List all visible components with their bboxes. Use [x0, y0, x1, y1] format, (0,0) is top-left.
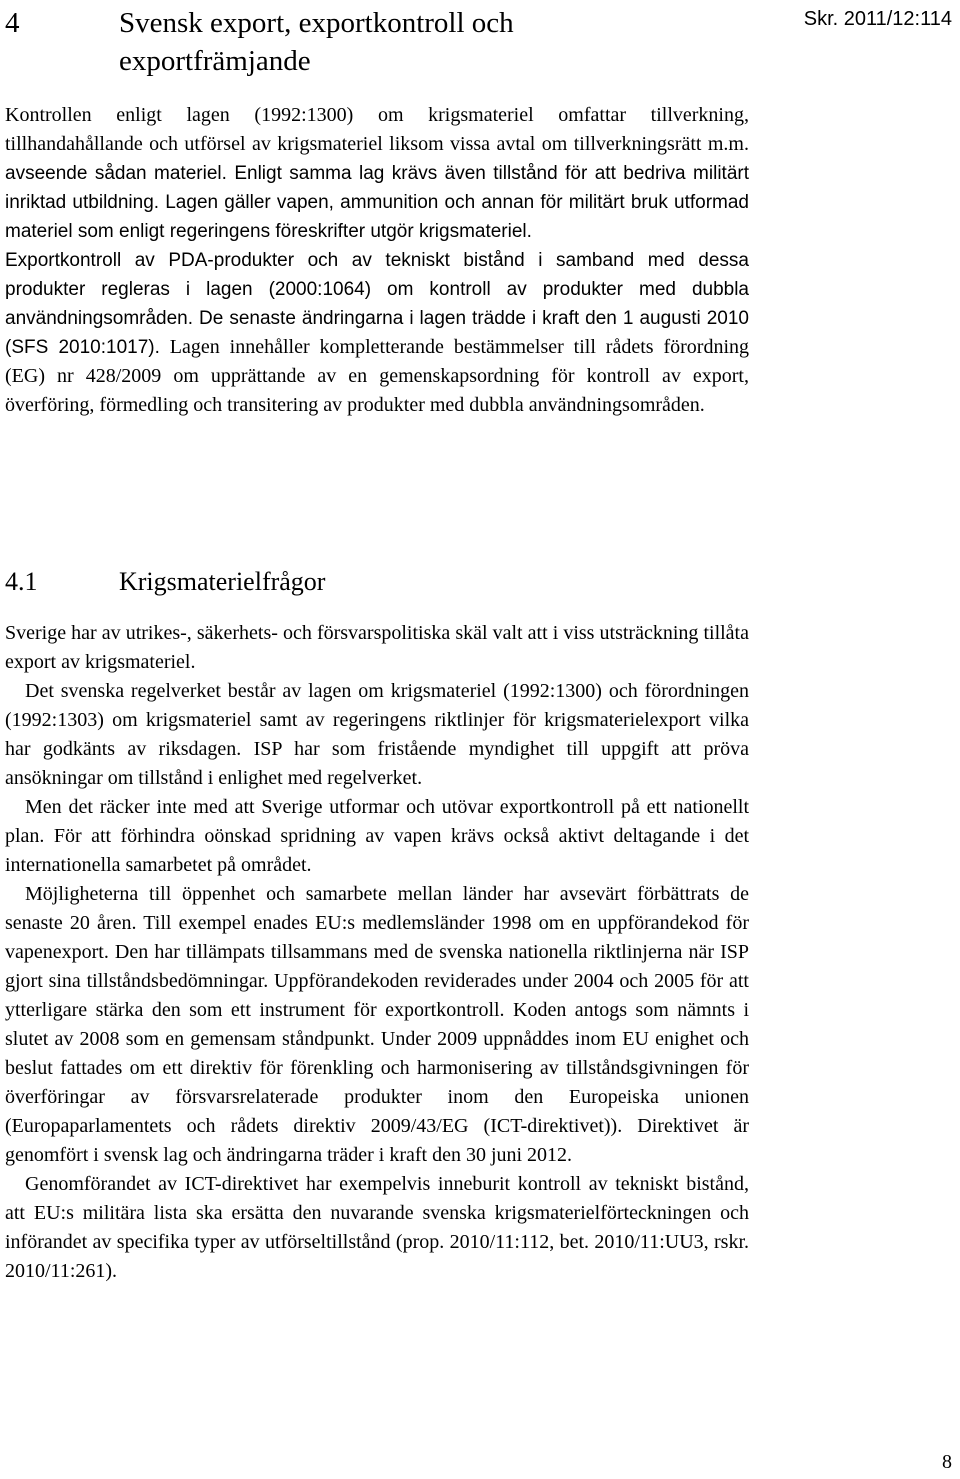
chapter-number: 4 [5, 7, 20, 39]
page-reference: Skr. 2011/12:114 [803, 8, 952, 30]
section-paragraph-3: Men det räcker inte med att Sverige utformar och utövar exportkontroll på ett nationellt plan. För att förhindra oönskad spridning av vapen krävs också aktivt deltagande i det internationella samarbetet på området. [5, 796, 749, 876]
section-paragraph-1: Sverige har av utrikes-, säkerhets- och försvarspolitiska skäl valt att i viss utsträckning tillåta export av krigsmateriel. [5, 622, 749, 673]
section-paragraph-4: Möjligheterna till öppenhet och samarbete mellan länder har avsevärt förbättrats de senaste 20 åren. Till exempel enades EU:s medlemsländer 1998 om en uppförandekod för vapenexport. Den har tillämpats tillsammans med de svenska nationella riktlinjerna när ISP gjort sina tillståndsbedömningar. Uppförandekoden reviderades under 2004 och 2005 för att ytterligare stärka den som ett instrument för exportkontroll. Koden antogs som nämnts i slutet av 2008 som en gemensam ståndpunkt. Under 2009 uppnåddes inom EU enighet och beslut fattades om ett direktiv för förenkling och harmonisering av tillståndsgivningen för överföringar av försvarsrelaterade produkter inom den Europeiska unionen (Europaparlamentets och rådets direktiv 2009/43/EG (ICT-direktivet)). Direktivet är genomfört i svensk lag och ändringarna träder i kraft den 30 juni 2012. [5, 883, 749, 1166]
intro-paragraph-1-sans: avseende sådan materiel. Enligt samma lag krävs även tillstånd för att bedriva militärt inriktad utbildning. Lagen gäller vapen, ammunition och annan för militärt bruk utformad materiel som enligt regeringens föreskrifter utgör krigsmateriel. [5, 163, 749, 242]
intro-paragraph-2-serif: Lagen innehåller kompletterande bestämmelser till rådets förordning (EG) nr 428/2009 om upprättande av en gemenskapsordning för kontroll av export, överföring, förmedling och transitering av produkter med dubbla användningsområden. [5, 336, 749, 416]
intro-text-block [5, 101, 749, 420]
intro-paragraph-2 [5, 246, 749, 420]
section-paragraph-2: Det svenska regelverket består av lagen om krigsmateriel (1992:1300) och förordningen (1992:1303) om krigsmateriel samt av regeringens riktlinjer för krigsmaterielexport vilka har godkänts av riksdagen. ISP har som fristående myndighet till uppgift att pröva ansökningar om tillstånd i enlighet med regelverket. [5, 680, 749, 789]
section-paragraph-5: Genomförandet av ICT-direktivet har exempelvis inneburit kontroll av tekniskt bistånd, att EU:s militära lista ska ersätta den nuvarande svenska krigsmaterielförteckningen och införandet av specifika typer av utförseltillstånd (prop. 2010/11:112, bet. 2010/11:UU3, rskr. 2010/11:261). [5, 1173, 749, 1282]
intro-paragraph-1 [5, 101, 749, 246]
section-title: Krigsmaterielfrågor [119, 567, 326, 596]
section-number: 4.1 [5, 567, 38, 596]
section-text-block [5, 619, 749, 1286]
intro-paragraph-1-serif: Kontrollen enligt lagen (1992:1300) om krigsmateriel omfattar tillverkning, tillhandahållande och utförsel av krigsmateriel liksom vissa avtal om tillverkningsrätt m.m. [5, 104, 749, 155]
chapter-title: Svensk export, exportkontroll och exportfrämjande [119, 7, 514, 77]
page-number: 8 [942, 1451, 952, 1473]
intro-paragraph-2-sans: Exportkontroll av PDA-produkter och av tekniskt bistånd i samband med dessa produkter regleras i lagen (2000:1064) om kontroll av produkter med dubbla användningsområden. De senaste ändringarna i lagen trädde i kraft den 1 augusti 2010 (SFS 2010:1017). [5, 250, 749, 358]
